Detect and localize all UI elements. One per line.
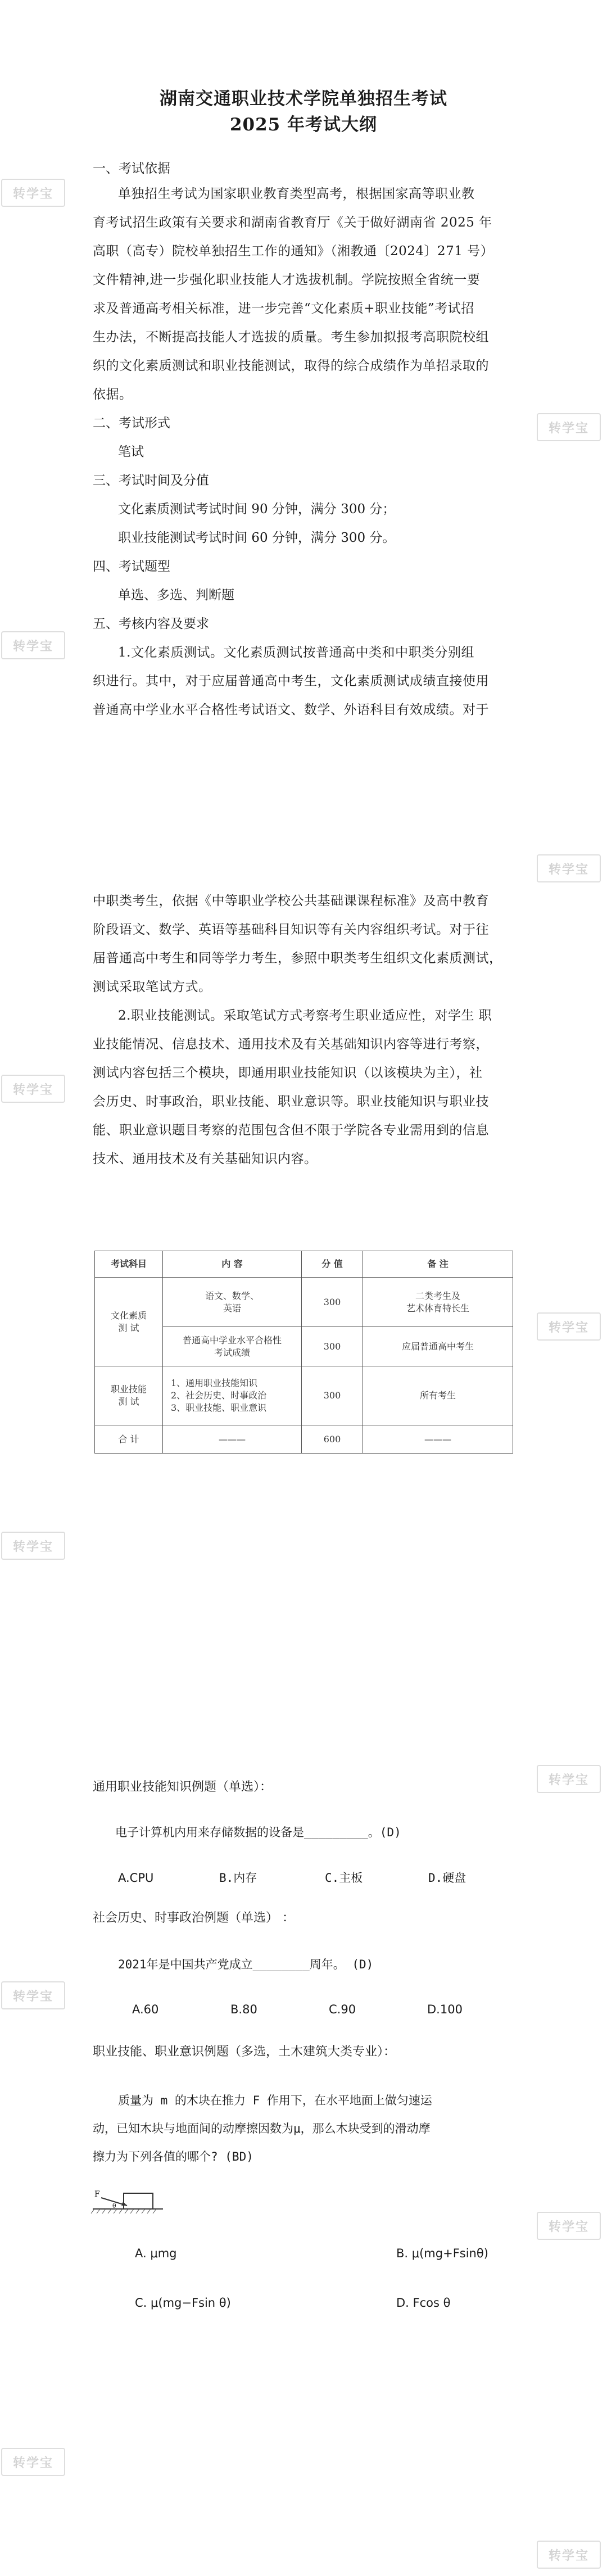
table-cell: 600 (302, 1425, 363, 1454)
table-cell: 300 (302, 1366, 363, 1425)
example-3-question-line: 质量为 m 的木块在推力 F 作用下，在水平地面上做匀速运 (118, 2094, 432, 2107)
section-2-heading: 二、考试形式 (93, 416, 170, 431)
exam-table (94, 1251, 513, 1454)
example-3-option: B. μ(mg+Fsinθ) (396, 2247, 488, 2260)
section-5-line: 技术、通用技术及有关基础知识内容。 (93, 1152, 318, 1166)
section-1-line: 文件精神,进一步强化职业技能人才选拔机制。学院按照全省统一要 (93, 273, 481, 287)
table-cell: ——— (363, 1425, 513, 1454)
section-5-line: 测试采取笔试方式。 (93, 980, 212, 994)
example-2-question: 2021年是中国共产党成立________周年。 (D) (118, 1958, 374, 1971)
section-5-line: 能、职业意识题目考察的范围包含但不限于学院各专业需用到的信息 (93, 1123, 489, 1138)
table-total-label: 合 计 (95, 1425, 163, 1454)
section-5-heading: 五、考核内容及要求 (93, 617, 209, 631)
watermark: 转学宝 (537, 1312, 601, 1341)
example-1-option: C.主板 (325, 1871, 363, 1885)
example-3-option: A. μmg (135, 2247, 177, 2260)
table-header: 内 容 (163, 1251, 302, 1278)
example-1-option: B.内存 (219, 1871, 257, 1885)
section-2-content: 笔试 (118, 445, 144, 459)
table-cell: 二类考生及 艺术体育特长生 (363, 1278, 513, 1327)
table-cell: 300 (302, 1278, 363, 1327)
table-cell: 300 (302, 1327, 363, 1366)
section-5-line: 业技能情况、信息技术、通用技术及有关基础知识内容等进行考察， (93, 1037, 489, 1052)
document-subtitle: 2025 年考试大纲 (229, 115, 378, 135)
section-5-line: 普通高中学业水平合格性考试语文、数学、外语科目有效成绩。对于 (93, 703, 489, 717)
example-1-question: 电子计算机内用来存储数据的设备是_________。(D) (115, 1826, 401, 1839)
table-header: 考试科目 (95, 1251, 163, 1278)
watermark: 转学宝 (537, 2541, 601, 2569)
watermark: 转学宝 (537, 854, 601, 882)
example-3-option: C. μ(mg−Fsin θ) (135, 2296, 231, 2310)
section-1-line: 高职（高专）院校单独招生工作的通知》（湘教通〔2024〕271 号） (93, 244, 494, 259)
watermark: 转学宝 (537, 413, 601, 441)
section-5-line: 1.文化素质测试。文化素质测试按普通高中类和中职类分别组 (118, 645, 474, 660)
section-3-line: 文化素质测试考试时间 90 分钟，满分 300 分； (118, 502, 396, 517)
table-header: 分 值 (302, 1251, 363, 1278)
section-1-line: 育考试招生政策有关要求和湖南省教育厅《关于做好湖南省 2025 年 (93, 215, 492, 230)
section-5-line: 阶段语文、数学、英语等基础科目知识等有关内容组织考试。对于往 (93, 922, 489, 937)
section-1-line: 织的文化素质测试和职业技能测试，取得的综合成绩作为单招录取的 (93, 359, 489, 373)
section-1-line: 求及普通高考相关标准，进一步完善“文化素质+职业技能”考试招 (93, 301, 474, 316)
table-cell: 1、通用职业技能知识 2、社会历史、时事政治 3、职业技能、职业意识 (163, 1366, 302, 1425)
example-3-option: D. Fcos θ (396, 2296, 451, 2310)
example-2-option: B.80 (230, 2003, 257, 2016)
table-cell: 语文、数学、 英语 (163, 1278, 302, 1327)
watermark: 转学宝 (1, 631, 65, 659)
section-1-line: 单独招生考试为国家职业教育类型高考，根据国家高等职业教 (118, 187, 475, 201)
subject-vocational: 职业技能 测 试 (95, 1366, 163, 1425)
watermark: 转学宝 (1, 2448, 65, 2476)
table-header: 备 注 (363, 1251, 513, 1278)
document-title: 湖南交通职业技术学院单独招生考试 (160, 89, 447, 109)
section-4-heading: 四、考试题型 (93, 559, 170, 574)
example-2-option: A.60 (132, 2003, 159, 2016)
section-1-line: 生办法，不断提高技能人才选拔的质量。考生参加拟报考高职院校组 (93, 330, 489, 345)
subject-culture: 文化素质 测 试 (95, 1278, 163, 1366)
section-5-line: 2.职业技能测试。采取笔试方式考察考生职业适应性，对学生 职 (118, 1008, 492, 1023)
watermark: 转学宝 (537, 2212, 601, 2240)
example-1-option: D.硬盘 (428, 1871, 466, 1885)
table-cell: ——— (163, 1425, 302, 1454)
section-5-line: 测试内容包括三个模块，即通用职业技能知识（以该模块为主），社 (93, 1066, 483, 1080)
table-cell: 应届普通高中考生 (363, 1327, 513, 1366)
section-1-line: 依据。 (93, 387, 133, 402)
example-1-option: A.CPU (118, 1871, 154, 1885)
example-3-question-line: 动，已知木块与地面间的动摩擦因数为μ，那么木块受到的滑动摩 (93, 2122, 431, 2135)
table-cell: 所有考生 (363, 1366, 513, 1425)
example-2-option: C.90 (329, 2003, 356, 2016)
watermark: 转学宝 (1, 1981, 65, 2009)
watermark: 转学宝 (1, 1075, 65, 1103)
table-cell: 普通高中学业水平合格性 考试成绩 (163, 1327, 302, 1366)
example-3-heading: 职业技能、职业意识例题（多选，土木建筑大类专业）： (93, 2045, 396, 2059)
section-5-line: 会历史、时事政治，职业技能、职业意识等。职业技能知识与职业技 (93, 1094, 489, 1109)
section-3-heading: 三、考试时间及分值 (93, 473, 209, 488)
example-3-question-line: 擦力为下列各值的哪个? (BD) (93, 2150, 253, 2163)
section-1-heading: 一、考试依据 (93, 161, 170, 176)
watermark: 转学宝 (537, 1765, 601, 1793)
force-label: F (94, 2190, 100, 2199)
watermark: 转学宝 (1, 1532, 65, 1560)
section-5-line: 中职类考生，依据《中等职业学校公共基础课课程标准》及高中教育 (93, 894, 489, 908)
angle-label: θ (112, 2202, 116, 2210)
example-1-heading: 通用职业技能知识例题（单选）： (93, 1780, 273, 1794)
section-5-line: 届普通高中考生和同等学力考生，参照中职类考生组织文化素质测试， (93, 951, 502, 966)
section-5-line: 织进行。其中，对于应届普通高中考生，文化素质测试成绩直接使用 (93, 674, 489, 689)
block-force-diagram (90, 2181, 169, 2220)
section-3-line: 职业技能测试考试时间 60 分钟，满分 300 分。 (118, 531, 396, 545)
example-2-heading: 社会历史、时事政治例题（单选） ： (93, 1911, 295, 1925)
watermark: 转学宝 (1, 179, 65, 207)
section-4-content: 单选、多选、判断题 (118, 588, 234, 603)
example-2-option: D.100 (427, 2003, 463, 2016)
